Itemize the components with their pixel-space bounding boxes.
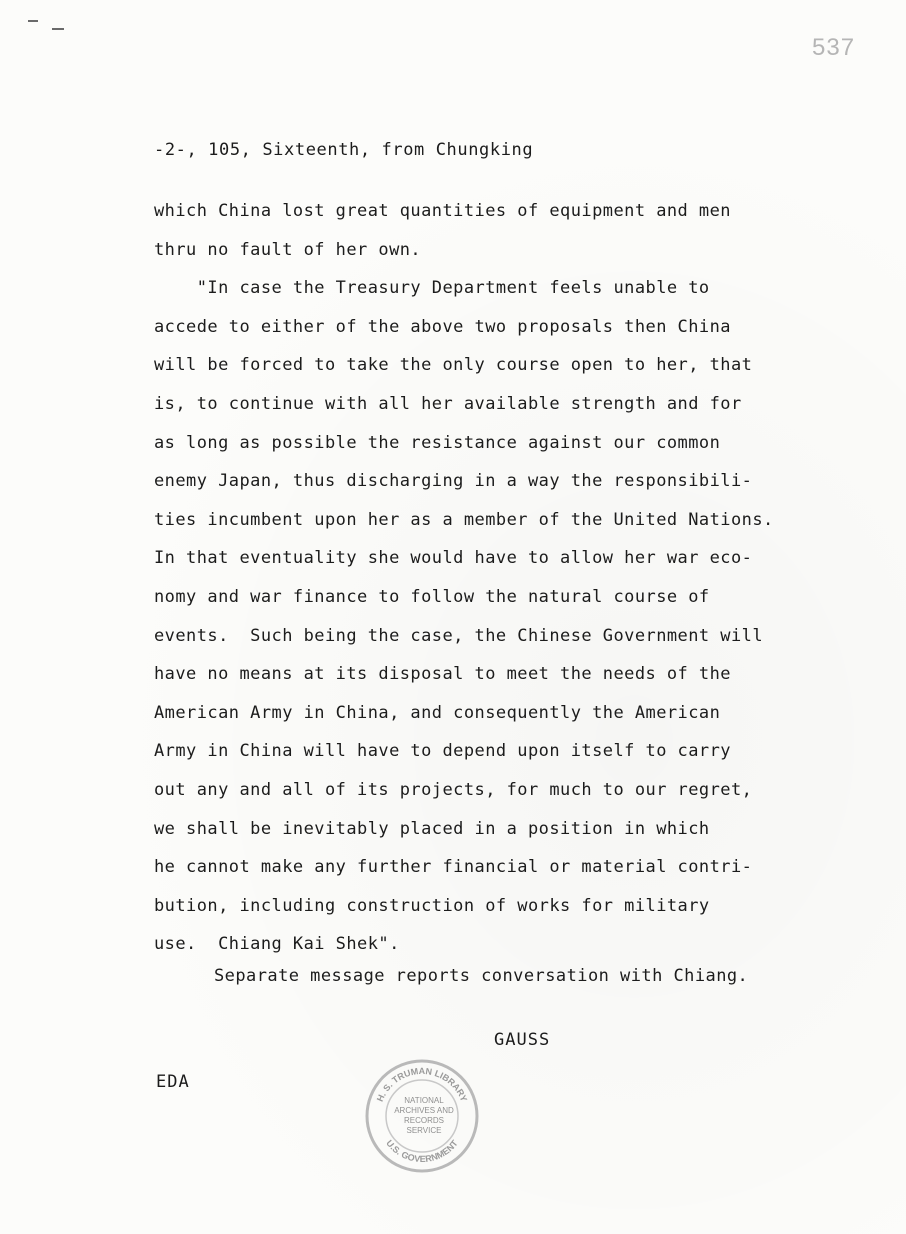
body-line: events. Such being the case, the Chinese Government will (154, 625, 764, 646)
body-line: accede to either of the above two proposals then China (154, 316, 731, 337)
corner-mark-1 (28, 20, 38, 22)
body-line: he cannot make any further financial or material contri- (154, 857, 753, 878)
stamp-bottom-text: U.S. GOVERNMENT (384, 1138, 460, 1165)
body-line: ties incumbent upon her as a member of the United Nations. (154, 509, 774, 530)
body-line: will be forced to take the only course open to her, that (154, 355, 753, 376)
body-line: we shall be inevitably placed in a position in which (154, 818, 710, 839)
body-line: enemy Japan, thus discharging in a way the responsibili- (154, 471, 753, 492)
body-line: as long as possible the resistance against our common (154, 432, 721, 453)
body-line: nomy and war finance to follow the natural course of (154, 586, 710, 607)
document-header: -2-, 105, Sixteenth, from Chungking (154, 140, 534, 160)
signature: GAUSS (494, 1030, 551, 1050)
body-line: have no means at its disposal to meet the needs of the (154, 664, 731, 685)
body-line: is, to continue with all her available strength and for (154, 393, 742, 414)
body-line: American Army in China, and consequently the American (154, 702, 721, 723)
corner-mark-2 (52, 28, 64, 30)
body-line: use. Chiang Kai Shek". (154, 934, 400, 955)
body-line: Army in China will have to depend upon itself to carry (154, 741, 731, 762)
sender-initials: EDA (156, 1072, 190, 1092)
stamp-top-text: H. S. TRUMAN LIBRARY (374, 1065, 470, 1104)
archive-stamp (362, 1056, 482, 1176)
stamp-line-3: RECORDS (403, 1116, 445, 1125)
body-line: bution, including construction of works for military (154, 895, 710, 916)
body-line: thru no fault of her own. (154, 239, 422, 260)
body-line: "In case the Treasury Department feels unable to (154, 278, 710, 299)
stamp-line-2: ARCHIVES AND (394, 1106, 454, 1115)
body-line: out any and all of its projects, for much to our regret, (154, 779, 753, 800)
body-line: In that eventuality she would have to allow her war eco- (154, 548, 753, 569)
body-line: which China lost great quantities of equipment and men (154, 201, 731, 221)
page-number: 537 (812, 34, 856, 61)
body-text (154, 192, 834, 964)
closing-note: Separate message reports conversation with Chiang. (214, 966, 749, 986)
stamp-line-4: SERVICE (406, 1126, 442, 1135)
svg-text:U.S. GOVERNMENT (384, 1138, 460, 1164)
stamp-line-1: NATIONAL (404, 1096, 444, 1105)
